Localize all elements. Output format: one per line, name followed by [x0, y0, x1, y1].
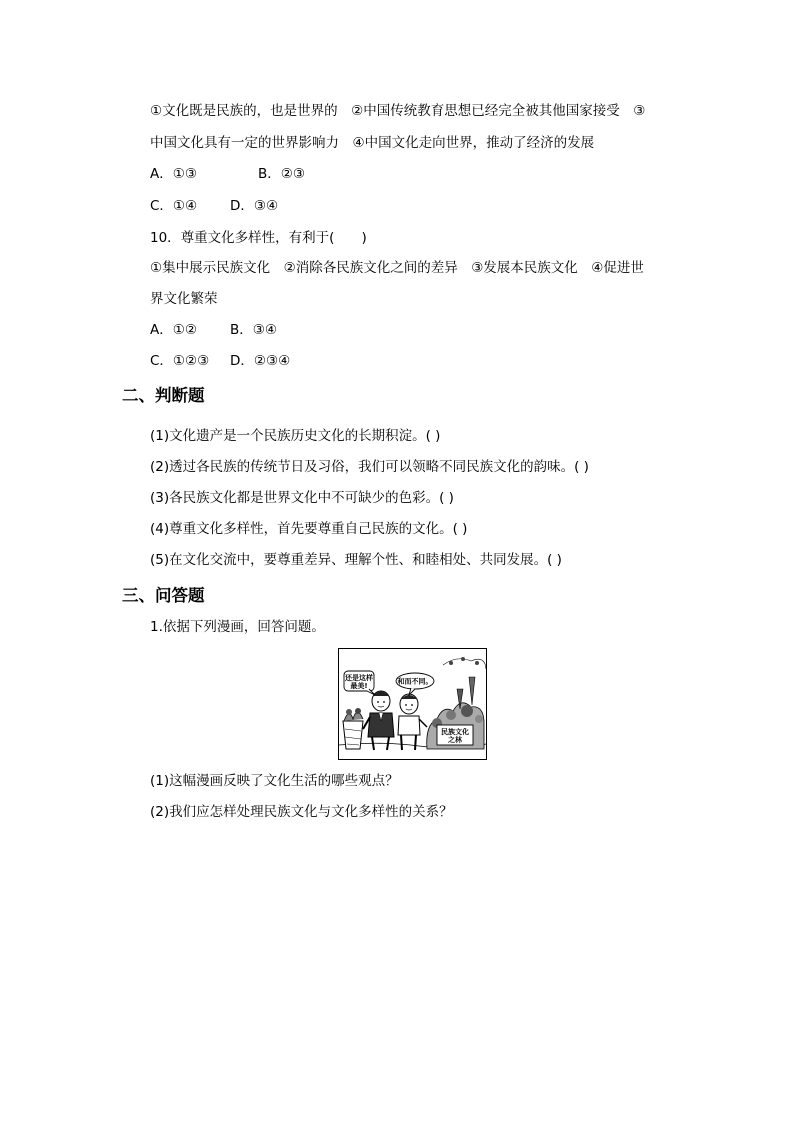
- q10-choice-c: C．①②③: [150, 353, 210, 369]
- q10-choice-d: D．②③④: [230, 353, 291, 369]
- q9-options-line-2: 中国文化具有一定的世界影响力 ④中国文化走向世界，推动了经济的发展: [150, 135, 595, 151]
- sign-line-2: 之林: [448, 736, 462, 744]
- section-3-title: 三、问答题: [122, 586, 205, 605]
- right-speech-bubble: [396, 673, 434, 695]
- right-bubble-text: 和而不同。: [397, 677, 433, 686]
- judgment-item-2: (2)透过各民族的传统节日及习俗，我们可以领略不同民族文化的韵味。( ): [150, 459, 589, 475]
- judgment-item-4: (4)尊重文化多样性，首先要尊重自己民族的文化。( ): [150, 521, 468, 537]
- left-flower-pot: [343, 708, 363, 749]
- right-man-figure: [398, 694, 427, 750]
- q9-choice-d: D．③④: [230, 198, 279, 214]
- q9-choice-a: A．①③: [150, 166, 197, 182]
- left-bubble-line-2: 最美!: [350, 682, 368, 690]
- q10-choice-a: A．①②: [150, 322, 197, 338]
- cartoon-illustration: [338, 648, 487, 760]
- culture-sign: [437, 725, 473, 745]
- q9-choice-b: B．②③: [258, 166, 305, 182]
- q10-choice-b: B．③④: [230, 322, 277, 338]
- left-speech-bubble: [344, 671, 375, 695]
- judgment-item-3: (3)各民族文化都是世界文化中不可缺少的色彩。( ): [150, 490, 454, 506]
- sign-line-1: 民族文化: [441, 728, 469, 736]
- essay-sub-question-2: (2)我们应怎样处理民族文化与文化多样性的关系？: [150, 804, 453, 820]
- essay-sub-question-1: (1)这幅漫画反映了文化生活的哪些观点？: [150, 773, 399, 789]
- left-bubble-line-1: 还是这样: [345, 674, 373, 682]
- essay-question-1-stem: 1.依据下列漫画，回答问题。: [150, 619, 325, 635]
- judgment-item-5: (5)在文化交流中，要尊重差异、理解个性、和睦相处、共同发展。( ): [150, 552, 562, 568]
- q10-stem: 10．尊重文化多样性，有利于( ): [150, 230, 367, 246]
- q9-choice-c: C．①④: [150, 198, 198, 214]
- q10-options-line-1: ①集中展示民族文化 ②消除各民族文化之间的差异 ③发展本民族文化 ④促进世: [150, 260, 644, 276]
- judgment-item-1: (1)文化遗产是一个民族历史文化的长期积淀。( ): [150, 428, 441, 444]
- section-2-title: 二、判断题: [122, 386, 205, 405]
- left-man-figure: [363, 691, 394, 750]
- q9-options-line-1: ①文化既是民族的，也是世界的 ②中国传统教育思想已经完全被其他国家接受 ③: [150, 103, 646, 119]
- q10-options-line-2: 界文化繁荣: [150, 291, 218, 307]
